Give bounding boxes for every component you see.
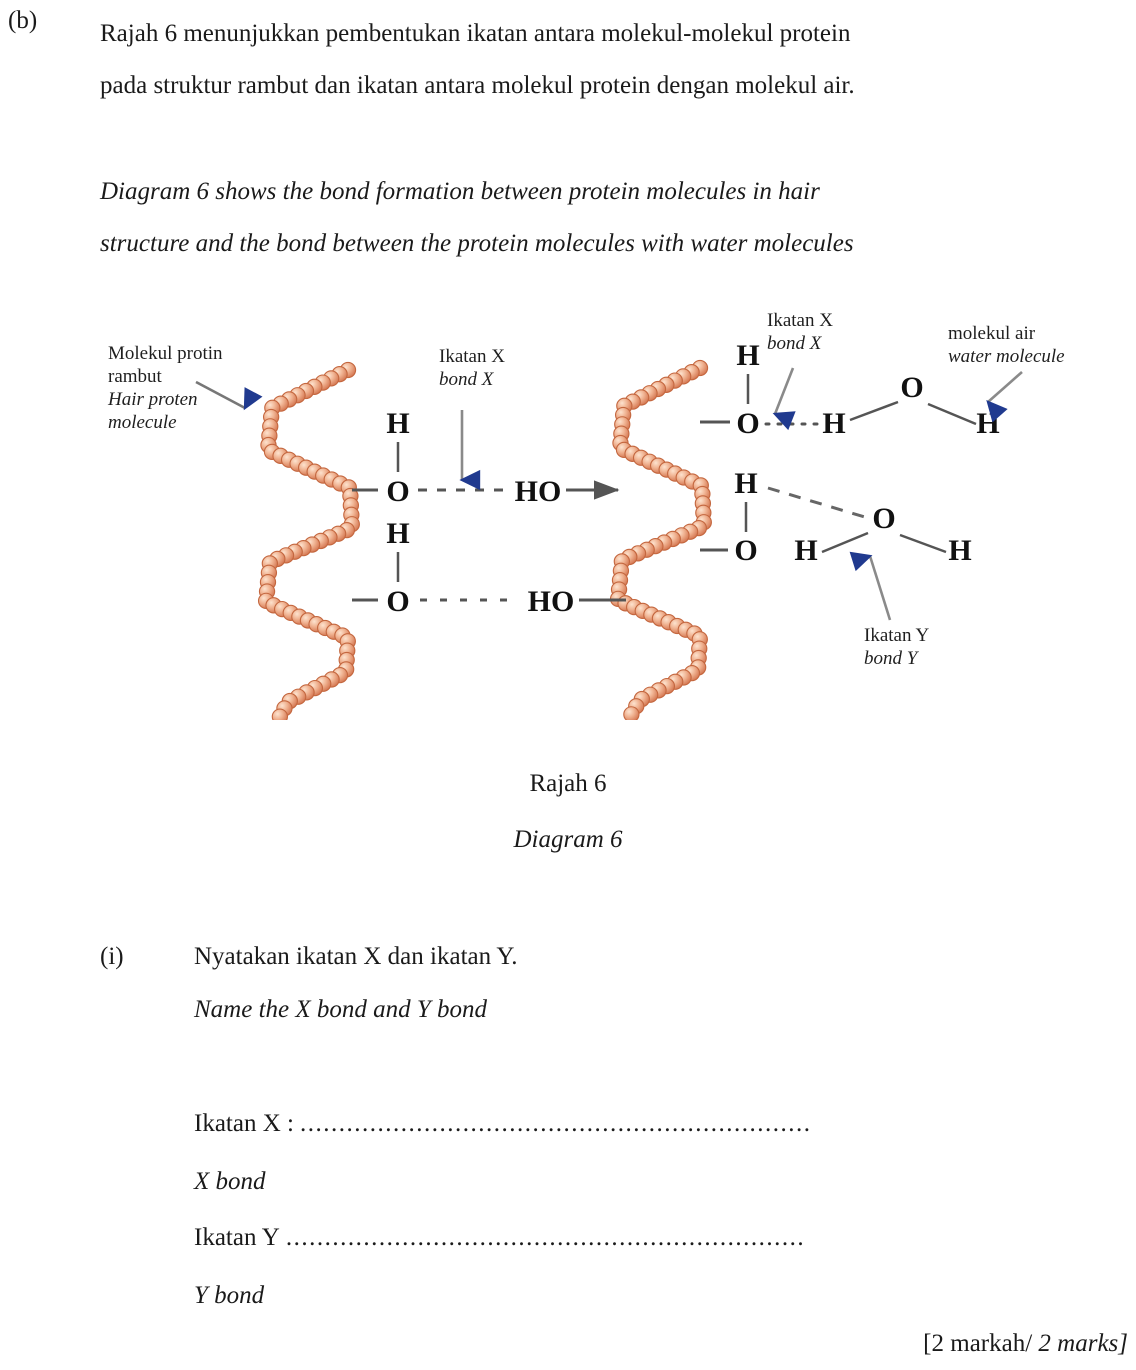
label-water-molecule bbox=[948, 322, 1065, 368]
hair-protein-molecule-left bbox=[259, 362, 360, 720]
marks-malay: [2 markah/ bbox=[923, 1330, 1033, 1357]
question-stem-malay-line2: pada struktur rambut dan ikatan antara molekul protein dengan molekul air. bbox=[100, 72, 855, 99]
label-hair-protein-molecule bbox=[108, 342, 223, 434]
question-stem-malay-line1: Rajah 6 menunjukkan pembentukan ikatan antara molekul-molekul protein bbox=[100, 20, 851, 47]
atom-h-water-bottom-right: H bbox=[948, 534, 972, 567]
figure-caption-malay: Rajah 6 bbox=[529, 770, 607, 797]
pointer-water-molecule bbox=[988, 372, 1022, 402]
label-bond-x-middle-malay: Ikatan X bbox=[439, 346, 505, 367]
atom-h-water-top-left: H bbox=[822, 407, 846, 440]
atom-h-water-top-right: H bbox=[976, 407, 1000, 440]
label-hair-protein-english-2: molecule bbox=[108, 412, 177, 433]
atom-o-lower-right: O bbox=[734, 534, 758, 567]
atom-ho-lower-middle: HO bbox=[527, 585, 575, 618]
answer-row-x[interactable] bbox=[194, 1110, 914, 1138]
atom-o-lower-left: O bbox=[386, 585, 410, 618]
answer-sublabel-y: Y bond bbox=[194, 1282, 265, 1309]
subquestion-text-english: Name the X bond and Y bond bbox=[194, 996, 488, 1023]
atom-o-upper-left: O bbox=[386, 475, 410, 508]
hair-protein-molecule-right bbox=[611, 360, 712, 720]
label-hair-protein-english-1: Hair proten bbox=[108, 389, 198, 410]
subquestion-text-malay: Nyatakan ikatan X dan ikatan Y. bbox=[194, 943, 518, 970]
question-part-label: (b) bbox=[8, 7, 38, 34]
atom-ho-upper-middle: HO bbox=[514, 475, 562, 508]
atom-h-upper-left: H bbox=[386, 407, 410, 440]
label-water-molecule-english: water molecule bbox=[948, 346, 1065, 367]
label-bond-x-middle-english: bond X bbox=[439, 369, 494, 390]
label-water-molecule-malay: molekul air bbox=[948, 323, 1036, 344]
marks-english: 2 marks] bbox=[1032, 1330, 1128, 1357]
label-bond-y-malay: Ikatan Y bbox=[864, 625, 930, 646]
atom-o-upper-right: O bbox=[736, 407, 760, 440]
atom-o-water-top: O bbox=[900, 371, 924, 404]
label-bond-x-top-right-english: bond X bbox=[767, 333, 822, 354]
label-bond-y bbox=[864, 624, 929, 670]
subquestion-number: (i) bbox=[100, 943, 124, 970]
label-hair-protein-malay-2: rambut bbox=[108, 366, 162, 387]
label-bond-x-middle bbox=[439, 345, 505, 391]
label-bond-x-top-right-malay: Ikatan X bbox=[767, 310, 833, 331]
question-stem-english-line1: Diagram 6 shows the bond formation between protein molecules in hair bbox=[100, 178, 820, 205]
atom-h-lower-left: H bbox=[386, 517, 410, 550]
figure-caption-english: Diagram 6 bbox=[513, 826, 623, 853]
pointer-bond-x-top-right bbox=[775, 368, 793, 414]
answer-label-y: Ikatan Y bbox=[194, 1224, 280, 1251]
marks-allocation bbox=[923, 1330, 1128, 1358]
diagram-6-figure bbox=[0, 290, 1136, 720]
atom-o-water-bottom: O bbox=[872, 502, 896, 535]
label-hair-protein-malay-1: Molekul protin bbox=[108, 343, 223, 364]
label-bond-y-english: bond Y bbox=[864, 648, 918, 669]
answer-dotted-line-y[interactable]: ................................................................... bbox=[285, 1224, 806, 1251]
atom-h-upper-right: H bbox=[736, 339, 760, 372]
atom-h-lower-right: H bbox=[734, 467, 758, 500]
answer-label-x: Ikatan X : bbox=[194, 1110, 294, 1137]
pointer-bond-y bbox=[870, 556, 890, 620]
answer-dotted-line-x[interactable]: .................................................................. bbox=[299, 1110, 812, 1137]
answer-row-y[interactable] bbox=[194, 1224, 914, 1252]
question-stem-english-line2: structure and the bond between the protein molecules with water molecules bbox=[100, 230, 854, 257]
label-bond-x-top-right bbox=[767, 309, 833, 355]
atom-h-water-bottom-left: H bbox=[794, 534, 818, 567]
answer-sublabel-x: X bond bbox=[194, 1168, 266, 1195]
